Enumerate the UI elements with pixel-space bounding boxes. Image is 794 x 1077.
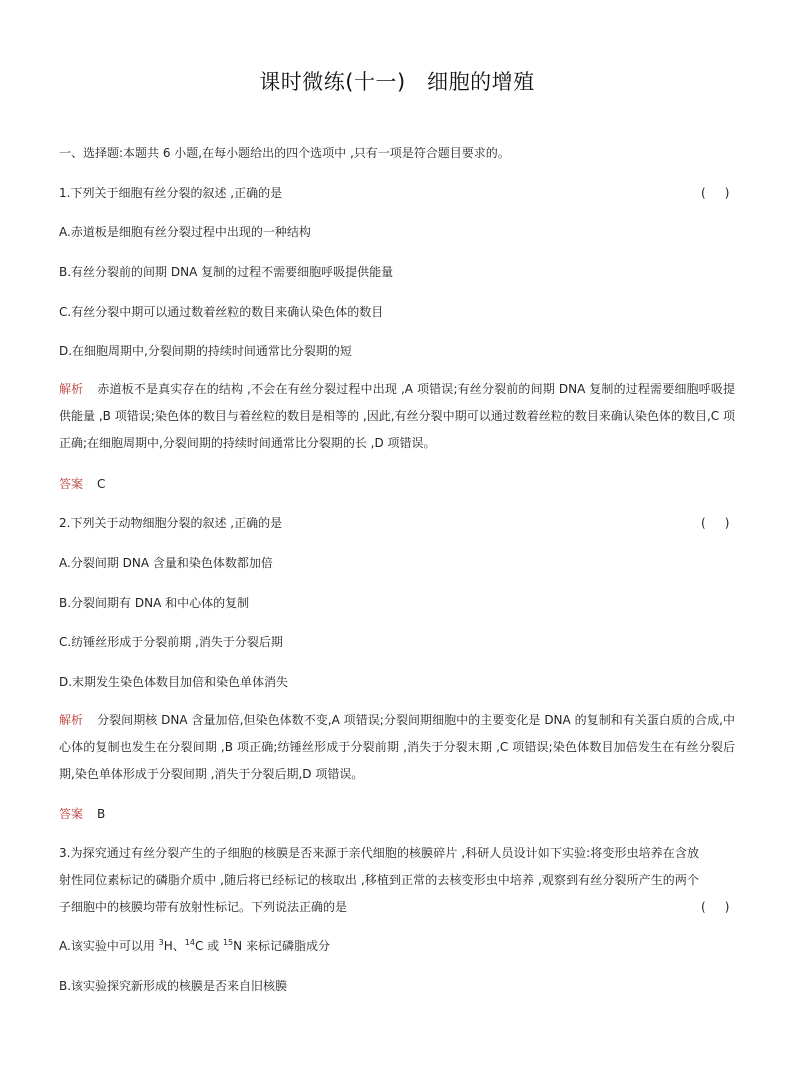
answer-label: 答案 (59, 477, 84, 491)
question-2-answer-blank: ( ) (701, 516, 730, 530)
question-1-answer-value: C (97, 477, 106, 491)
question-1-analysis-text: 赤道板不是真实存在的结构 ,不会在有丝分裂过程中出现 ,A 项错误;有丝分裂前的间期 DNA 复制的过程需要细胞呼吸提供能量 ,B 项错误;染色体的数目与着丝粒的数目是相等的 ,因此,有丝分裂中期可以通过数着丝粒的数目来确认染色体的数目,C 项正确;在细胞周期中,分裂间期的持续时间通常比分裂期的长 ,D 项错误。 (59, 382, 735, 450)
analysis-label: 解析 (59, 713, 84, 727)
section-heading: 一、选择题:本题共 6 小题,在每小题给出的四个选项中 ,只有一项是符合题目要求的。 (59, 146, 510, 160)
question-2-analysis-text: 分裂间期核 DNA 含量加倍,但染色体数不变,A 项错误;分裂间期细胞中的主要变化是 DNA 的复制和有关蛋白质的合成,中心体的复制也发生在分裂间期 ,B 项正确;纺锤丝形成于分裂前期 ,消失于分裂末期 ,C 项错误;染色体数目加倍发生在有丝分裂后期,染色单体形成于分裂间期 ,消失于分裂后期,D 项错误。 (59, 713, 735, 781)
question-2-option-b: B.分裂间期有 DNA 和中心体的复制 (59, 596, 250, 610)
question-1-option-c: C.有丝分裂中期可以通过数着丝粒的数目来确认染色体的数目 (59, 305, 384, 319)
question-3-option-b: B.该实验探究新形成的核膜是否来自旧核膜 (59, 979, 288, 993)
analysis-label: 解析 (59, 382, 84, 396)
question-3-answer-blank: ( ) (701, 900, 730, 914)
question-1-option-a: A.赤道板是细胞有丝分裂过程中出现的一种结构 (59, 225, 311, 239)
question-2-answer-value: B (97, 807, 106, 821)
question-1-analysis (59, 376, 735, 457)
question-3-stem: 3.为探究通过有丝分裂产生的子细胞的核膜是否来源于亲代细胞的核膜碎片 ,科研人员设计如下实验:将变形虫培养在含放射性同位素标记的磷脂介质中 ,随后将已经标记的核取出 ,移植到正常的去核变形虫中培养 ,观察到有丝分裂所产生的两个子细胞中的核膜均带有放射性标记。下列说法正确的是 (59, 846, 699, 914)
page-title: 课时微练(十一) 细胞的增殖 (259, 70, 535, 94)
question-2-analysis (59, 707, 735, 788)
question-1-option-b: B.有丝分裂前的间期 DNA 复制的过程不需要细胞呼吸提供能量 (59, 265, 394, 279)
question-2-option-c: C.纺锤丝形成于分裂前期 ,消失于分裂后期 (59, 635, 283, 649)
question-2-stem: 2.下列关于动物细胞分裂的叙述 ,正确的是 (59, 516, 283, 530)
question-1-stem: 1.下列关于细胞有丝分裂的叙述 ,正确的是 (59, 186, 283, 200)
question-3-option-a: A.该实验中可以用 $^3$H、$^{14}$C 或 $^{15}$N 来标记磷脂成分 (59, 938, 330, 953)
question-1-answer-blank: ( ) (701, 186, 730, 200)
question-1-option-d: D.在细胞周期中,分裂间期的持续时间通常比分裂期的短 (59, 344, 352, 358)
question-1-answer (59, 477, 105, 491)
question-2-answer (59, 807, 105, 821)
answer-label: 答案 (59, 807, 84, 821)
question-2-option-a: A.分裂间期 DNA 含量和染色体数都加倍 (59, 556, 273, 570)
question-2-option-d: D.末期发生染色体数目加倍和染色单体消失 (59, 675, 289, 689)
